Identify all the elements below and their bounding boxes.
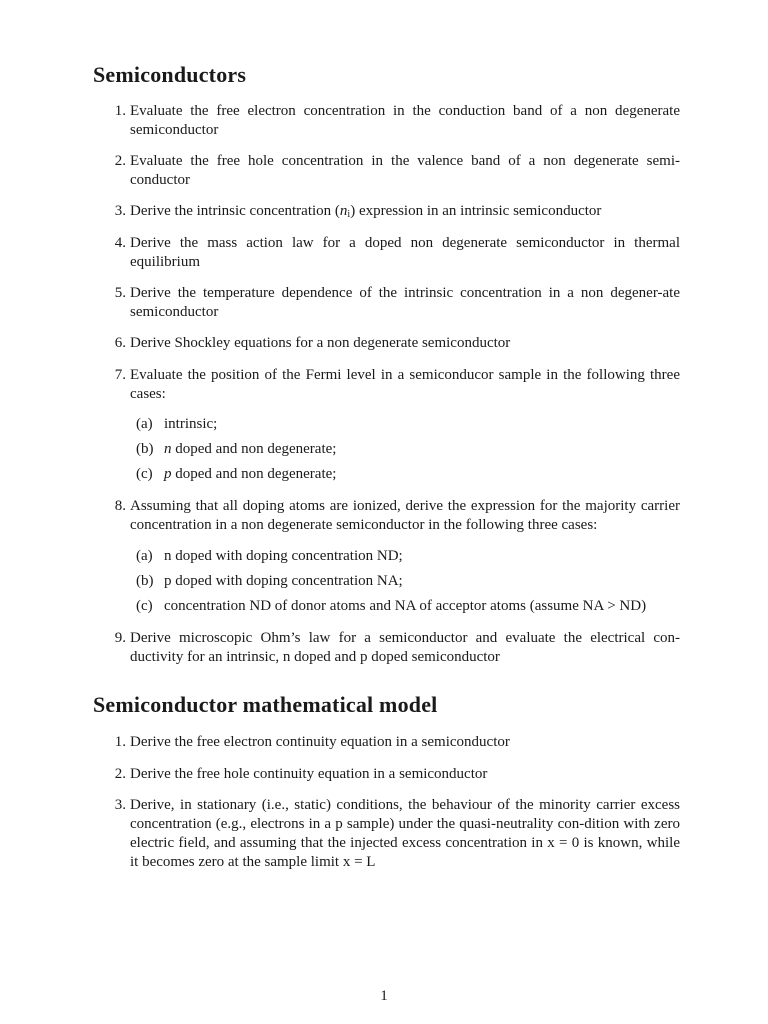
- item-number: 3.: [114, 797, 126, 813]
- item-text: Derive microscopic Ohm’s law for a semiconductor and evaluate the electrical con-ductivity for an intrinsic, n doped and p doped semiconductor: [130, 630, 680, 665]
- section-title-semiconductors: Semiconductors: [93, 62, 247, 87]
- item-text: Derive, in stationary (i.e., static) conditions, the behaviour of the minority carrier excess concentration (e.g., electrons in a p sample) under the quasi-neutrality con-dition with zero electric field, and assuming that the injected excess concentration in x = 0 is known, while it becomes zero at the sample limit x = L: [130, 797, 680, 870]
- item-text: Evaluate the position of the Fermi level in a semiconducor sample in the following three cases:: [130, 367, 680, 402]
- item-number: 1.: [114, 103, 126, 119]
- item-text: Derive the temperature dependence of the intrinsic concentration in a non degener-ate semiconductor: [130, 285, 680, 320]
- item-number: 3.: [114, 203, 126, 219]
- item-text: Evaluate the free electron concentration in the conduction band of a non degenerate semiconductor: [130, 103, 680, 138]
- item-text: Assuming that all doping atoms are ionized, derive the expression for the majority carrier concentration in a non degenerate semiconductor in the following three cases:: [130, 498, 680, 533]
- item-text: Derive the mass action law for a doped non degenerate semiconductor in thermal equilibrium: [130, 235, 680, 270]
- item-number: 9.: [114, 630, 126, 646]
- item-text: Derive the free electron continuity equation in a semiconductor: [130, 734, 510, 750]
- item-number: 2.: [114, 153, 126, 169]
- item-text: Derive Shockley equations for a non degenerate semiconductor: [130, 335, 511, 351]
- item-number: 2.: [114, 766, 126, 782]
- item-text: Evaluate the free hole concentration in the valence band of a non degenerate semi-conductor: [130, 153, 680, 188]
- item-number: 5.: [114, 285, 126, 301]
- item-number: 7.: [114, 367, 126, 383]
- item-text: Derive the intrinsic concentration $(n_i)$ expression in an intrinsic semiconductor: [130, 203, 602, 220]
- document-page: Semiconductors 1. Evaluate the free electron concentration in the conduction band of a non degenerate semiconductor 2. Evaluate the free hole concentration in the valence band of a non degenerate semi-conductor 3. Derive the intrinsic concentration $(n_i)$ expression in an intrinsic semiconductor 4. Derive the mass action law for a doped non degenerate semiconductor in thermal equilibrium 5. Derive the temperature dependence of the intrinsic concentration in a non degener-ate semiconductor 6. Derive Shockley equations for a non degenerate semiconductor 7. Evaluate the position of the Fermi level in a semiconducor sample in the following three cases: (a) intrinsic; (b) n doped and non degenerate; (c) p doped and non degenerate; 8. Assuming that all doping atoms are ionized, derive the expression for the majority carrier concentration in a non degenerate semiconductor in the following three cases: (a) n doped with doping concentration ND; (b) p doped with doping concentration NA; (c) concentration ND of donor atoms and NA of acceptor atoms (assume NA > ND) 9. Derive microscopic Ohm’s law for a semiconductor and evaluate the electrical con-ductivity for an intrinsic, n doped and p doped semiconductor Semiconductor mathematical model 1. Derive the free electron continuity equation in a semiconductor 2. Derive the free hole continuity equation in a semiconductor 3. Derive, in stationary (i.e., static) conditions, the behaviour of the minority carrier excess concentration (e.g., electrons in a p sample) under the quasi-neutrality con-dition with zero electric field, and assuming that the injected excess concentration in x = 0 is known, while it becomes zero at the sample limit x = L 1: [0, 0, 768, 1024]
- item-number: 6.: [114, 335, 126, 351]
- item-number: 8.: [114, 498, 126, 514]
- item-number: 1.: [114, 734, 126, 750]
- item-text: Derive the free hole continuity equation in a semiconductor: [130, 766, 488, 782]
- section-title-mathematical-model: Semiconductor mathematical model: [93, 692, 438, 717]
- page-number: 1: [380, 988, 388, 1004]
- item-number: 4.: [114, 235, 126, 251]
